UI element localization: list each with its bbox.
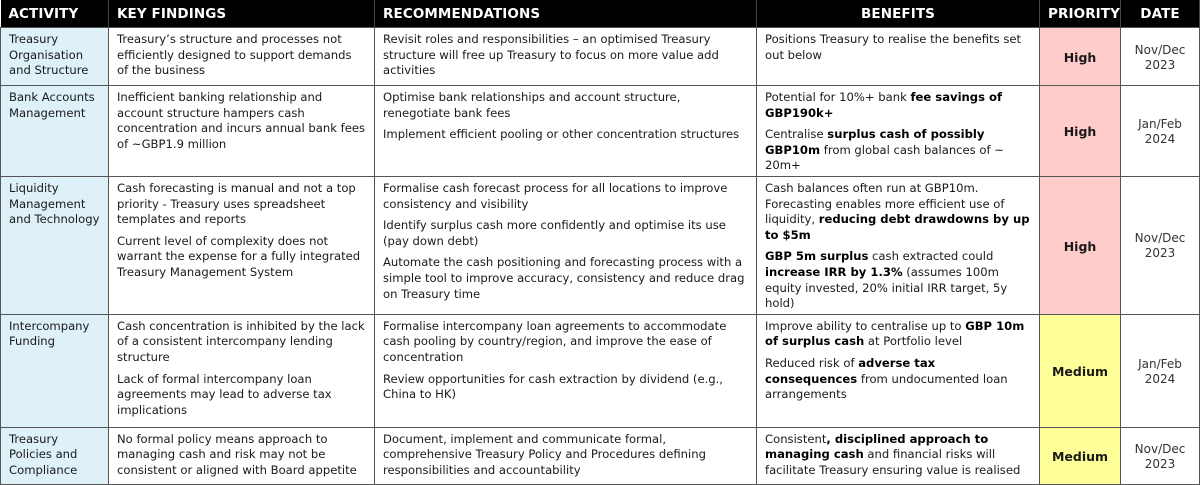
priority-badge: High — [1040, 28, 1121, 86]
benefit-highlight: , disciplined approach to managing cash — [765, 431, 989, 462]
benefit-span: Cash balances often run at GBP10m. Forecasting enables more efficient use of liquidity, — [765, 180, 1005, 227]
header-benefits: BENEFITS — [757, 0, 1040, 28]
benefit-span: Potential for 10%+ bank — [765, 90, 911, 104]
header-key-findings: KEY FINDINGS — [109, 0, 375, 28]
benefits-cell — [757, 427, 1040, 484]
finding-text: Cash forecasting is manual and not a top priority - Treasury uses spreadsheet templates and reports — [117, 180, 356, 227]
finding-text: Current level of complexity does not warrant the expense for a fully integrated Treasury Management System — [117, 233, 361, 279]
benefit-span: from undocumented loan arrangements — [765, 371, 1008, 402]
recommendation-text: Formalise cash forecast process for all locations to improve consistency and visibility — [383, 180, 728, 211]
header-activity: ACTIVITY — [1, 0, 109, 28]
header-priority: PRIORITY — [1040, 0, 1121, 28]
table-row — [1, 427, 1200, 484]
benefit-highlight: fee savings of GBP190k+ — [765, 90, 1003, 120]
date-period: Nov/Dec — [1134, 42, 1186, 57]
activity-cell: Bank Accounts Management — [1, 86, 109, 177]
activity-cell: Treasury Policies and Compliance — [1, 427, 109, 484]
benefit-highlight: GBP 10m of surplus cash — [765, 318, 1025, 349]
table-row — [1, 28, 1200, 86]
benefits-cell — [757, 86, 1040, 177]
priority-badge: High — [1040, 176, 1121, 314]
findings-cell — [109, 28, 375, 86]
benefit-span: cash extracted could — [868, 249, 994, 264]
date-cell — [1121, 86, 1200, 177]
recommendation-text: Optimise bank relationships and account structure, renegotiate bank fees — [383, 90, 681, 120]
date-year: 2023 — [1144, 57, 1176, 72]
activity-cell: Intercompany Funding — [1, 314, 109, 427]
benefit-span: Reduced risk of — [765, 355, 859, 370]
priority-badge: High — [1040, 86, 1121, 177]
benefit-highlight: GBP 5m surplus — [765, 249, 869, 264]
benefit-span: Positions Treasury to realise the benefits set out below — [765, 32, 1022, 62]
benefit-text — [765, 90, 1031, 121]
finding-text: Inefficient banking relationship and account structure hampers cash concentration and incurs annual bank fees of ~GBP1.9 million — [117, 90, 366, 151]
benefit-text — [765, 249, 1031, 311]
benefit-span: and financial risks will facilitate Treasury ensuring value is realised — [765, 447, 1021, 477]
priority-badge: Medium — [1040, 314, 1121, 427]
recommendation-text: Formalise intercompany loan agreements to accommodate cash pooling by country/region, and improve the ease of concentration — [383, 318, 727, 364]
findings-cell — [109, 427, 375, 484]
date-cell — [1121, 427, 1200, 484]
recommendation-text: Automate the cash positioning and forecasting process with a simple tool to improve accuracy, consistency and reduce drag on Treasury time — [383, 255, 745, 301]
benefit-span: at Portfolio level — [864, 334, 963, 349]
benefit-text — [765, 356, 1031, 403]
recommendation-text: Document, implement and communicate formal, comprehensive Treasury Policy and Procedures defining responsibilities and accountability — [383, 431, 706, 477]
benefit-text — [765, 432, 1031, 479]
finding-text: Lack of formal intercompany loan agreements may lead to adverse tax implications — [117, 371, 332, 417]
date-year: 2023 — [1144, 456, 1176, 471]
priority-badge: Medium — [1040, 427, 1121, 484]
date-period: Nov/Dec — [1134, 441, 1186, 456]
benefit-text — [765, 127, 1031, 174]
benefit-text — [765, 319, 1031, 350]
recommendation-text: Review opportunities for cash extraction by dividend (e.g., China to HK) — [383, 371, 723, 402]
header-date: DATE — [1121, 0, 1200, 28]
date-period: Nov/Dec — [1134, 231, 1186, 246]
header-recommendations: RECOMMENDATIONS — [375, 0, 757, 28]
benefits-cell — [757, 176, 1040, 314]
benefits-cell — [757, 28, 1040, 86]
findings-cell — [109, 176, 375, 314]
finding-text: No formal policy means approach to managing cash and risk may not be consistent or aligned with Board appetite — [117, 431, 357, 477]
findings-cell — [109, 86, 375, 177]
recommendations-cell — [375, 28, 757, 86]
benefit-span: Consistent — [765, 431, 827, 446]
finding-text: Treasury’s structure and processes not efficiently designed to support demands of the business — [117, 32, 352, 78]
benefits-cell — [757, 314, 1040, 427]
date-cell — [1121, 314, 1200, 427]
date-cell — [1121, 28, 1200, 86]
recommendations-cell — [375, 427, 757, 484]
table-row — [1, 314, 1200, 427]
date-year: 2024 — [1144, 131, 1176, 146]
recommendation-text: Identify surplus cash more confidently and optimise its use (pay down debt) — [383, 218, 726, 248]
recommendation-text: Revisit roles and responsibilities – an optimised Treasury structure will free up Treasury to focus on more value add activities — [383, 32, 719, 78]
benefit-span: Improve ability to centralise up to — [765, 318, 966, 333]
benefit-span: (assumes 100m equity invested, 20% initial IRR target, 5y hold) — [765, 264, 1008, 311]
activity-cell: Liquidity Management and Technology — [1, 176, 109, 314]
date-year: 2023 — [1144, 246, 1176, 261]
benefit-highlight: surplus cash of possibly GBP10m — [765, 127, 985, 157]
date-cell — [1121, 176, 1200, 314]
recommendations-cell — [375, 176, 757, 314]
benefit-highlight: adverse tax consequences — [765, 355, 936, 386]
benefit-highlight: reducing debt drawdowns by up to $5m — [765, 212, 1030, 242]
recommendation-text: Implement efficient pooling or other concentration structures — [383, 127, 740, 142]
benefit-text — [765, 181, 1031, 243]
table-row — [1, 86, 1200, 177]
benefit-text — [765, 32, 1031, 63]
finding-text: Cash concentration is inhibited by the lack of a consistent intercompany lending structure — [117, 318, 365, 364]
benefit-span: from global cash balances of ~ 20m+ — [765, 142, 1004, 173]
date-period: Jan/Feb — [1138, 356, 1182, 371]
findings-cell — [109, 314, 375, 427]
table-row — [1, 176, 1200, 314]
activity-cell: Treasury Organisation and Structure — [1, 28, 109, 86]
recommendations-cell — [375, 314, 757, 427]
recommendations-cell — [375, 86, 757, 177]
date-year: 2024 — [1144, 371, 1176, 386]
header-row — [1, 0, 1200, 28]
date-period: Jan/Feb — [1138, 116, 1182, 131]
benefit-highlight: increase IRR by 1.3% — [765, 264, 903, 279]
benefit-span: Centralise — [765, 127, 828, 142]
